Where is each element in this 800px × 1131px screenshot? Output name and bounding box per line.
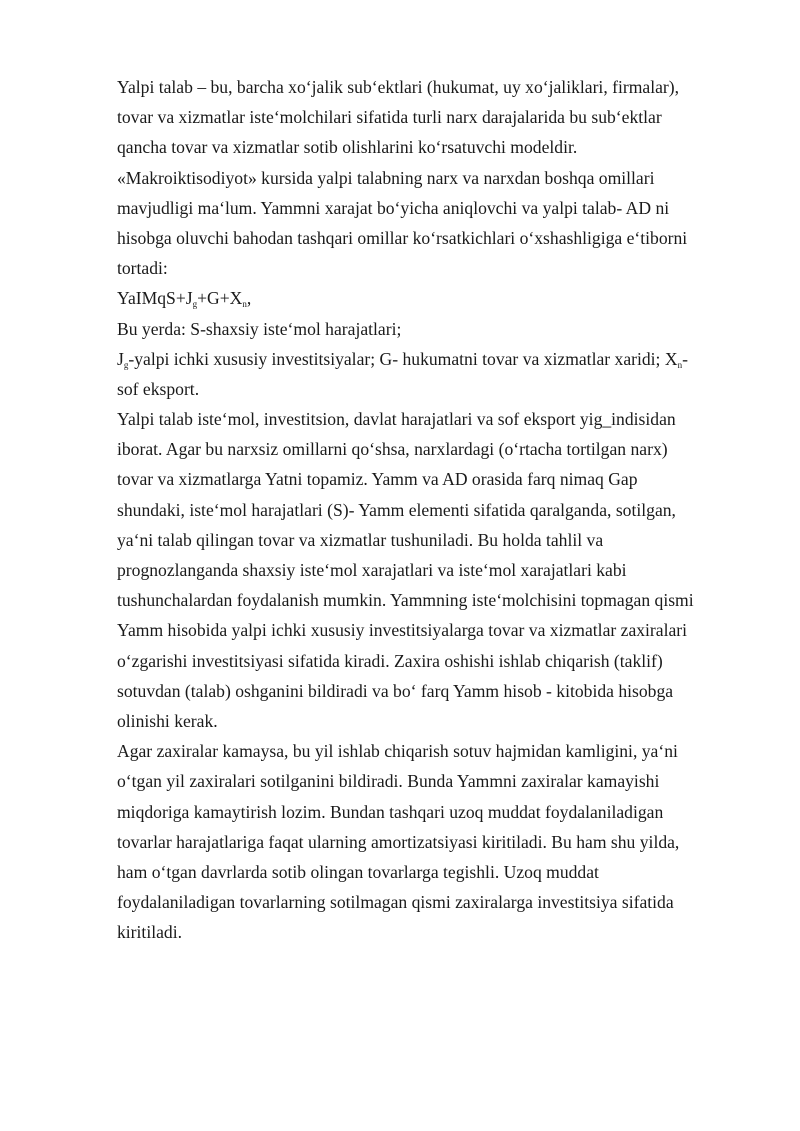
formula-part: YaIMqS+J: [117, 288, 193, 309]
text-line: «Makroiktisodiyot» kursida yalpi talabning narx va narxdan boshqa omillari: [117, 167, 655, 188]
symbol-subscript: g: [123, 359, 129, 370]
text-line: ya‘ni talab qilingan tovar va xizmatlar tushuniladi. Bu holda tahlil va: [117, 529, 604, 550]
text-line: foydalaniladigan tovarlarning sotilmagan qismi zaxiralarga investitsiya sifatida: [117, 892, 674, 913]
text-line: sotuvdan (talab) oshganini bildiradi va bo‘ farq Yamm hisob - kitobida hisobga: [117, 680, 674, 701]
text-line: tovarlar harajatlariga faqat ularning amortizatsiyasi kiritiladi. Bu ham shu yilda,: [117, 831, 680, 852]
text-line: o‘tgan yil zaxiralari sotilganini bildiradi. Bunda Yammni zaxiralar kamayishi: [117, 771, 660, 792]
text-line: kiritiladi.: [117, 922, 182, 943]
text-line: tortadi:: [117, 258, 168, 279]
text-line: iborat. Agar bu narxsiz omillarni qo‘shsa, narxlardagi (o‘rtacha tortilgan narx): [117, 439, 668, 460]
text-line: sof eksport.: [117, 378, 200, 399]
definition-line: [117, 344, 729, 374]
text-line: hisobga oluvchi bahodan tashqari omillar ko‘rsatkichlari o‘xshashligiga e‘tiborni: [117, 227, 688, 248]
text-line: Yalpi talab – bu, barcha xo‘jalik sub‘ektlari (hukumat, uy xo‘jaliklari, firmalar),: [117, 77, 680, 97]
formula-line: [117, 283, 729, 313]
text-line: Agar zaxiralar kamaysa, bu yil ishlab chiqarish sotuv hajmidan kamligini, ya‘ni: [117, 741, 678, 762]
text-line: tovar va xizmatlar iste‘molchilari sifatida turli narx darajalarida bu sub‘ektlar: [117, 107, 662, 128]
document-page: [117, 72, 729, 947]
text-line: qancha tovar va xizmatlar sotib olishlarini ko‘rsatuvchi modeldir.: [117, 137, 578, 158]
text-line: prognozlanganda shaxsiy iste‘mol xarajatlari va iste‘mol xarajatlari kabi: [117, 560, 627, 580]
text-line: Bu yerda: S-shaxsiy iste‘mol harajatlari;: [117, 318, 402, 339]
text-line: tushunchalardan foydalanish mumkin. Yammning iste‘molchisini topmagan qismi: [117, 590, 694, 611]
text-line: Yalpi talab iste‘mol, investitsion, davlat harajatlari va sof eksport yig_indisidan: [117, 409, 676, 430]
text-line: miqdoriga kamaytirish lozim. Bundan tashqari uzoq muddat foydalaniladigan: [117, 801, 664, 822]
definition-text: -: [682, 348, 688, 369]
symbol-j: J: [117, 348, 124, 369]
text-line: shundaki, iste‘mol harajatlari (S)- Yamm elementi sifatida qaralganda, sotilgan,: [117, 499, 676, 520]
text-line: Yamm hisobida yalpi ichki xususiy investitsiyalarga tovar va xizmatlar zaxiralari: [117, 620, 688, 641]
formula-subscript: n: [242, 299, 247, 310]
text-line: mavjudligi ma‘lum. Yammni xarajat bo‘yicha aniqlovchi va yalpi talab- AD ni: [117, 197, 670, 218]
text-line: ham o‘tgan davrlarda sotib olingan tovarlarga tegishli. Uzoq muddat: [117, 861, 599, 882]
formula-part: ,: [246, 288, 252, 309]
formula-subscript: g: [192, 299, 198, 310]
formula-part: +G+X: [197, 288, 243, 309]
definition-text: -yalpi ichki xususiy investitsiyalar; G- hukumatni tovar va xizmatlar xaridi; X: [128, 348, 678, 369]
text-line: o‘zgarishi investitsiyasi sifatida kiradi. Zaxira oshishi ishlab chiqarish (taklif): [117, 650, 663, 671]
text-line: olinishi kerak.: [117, 710, 218, 731]
text-line: tovar va xizmatlarga Yatni topamiz. Yamm va AD orasida farq nimaq Gap: [117, 469, 638, 490]
symbol-subscript: n: [677, 359, 683, 370]
